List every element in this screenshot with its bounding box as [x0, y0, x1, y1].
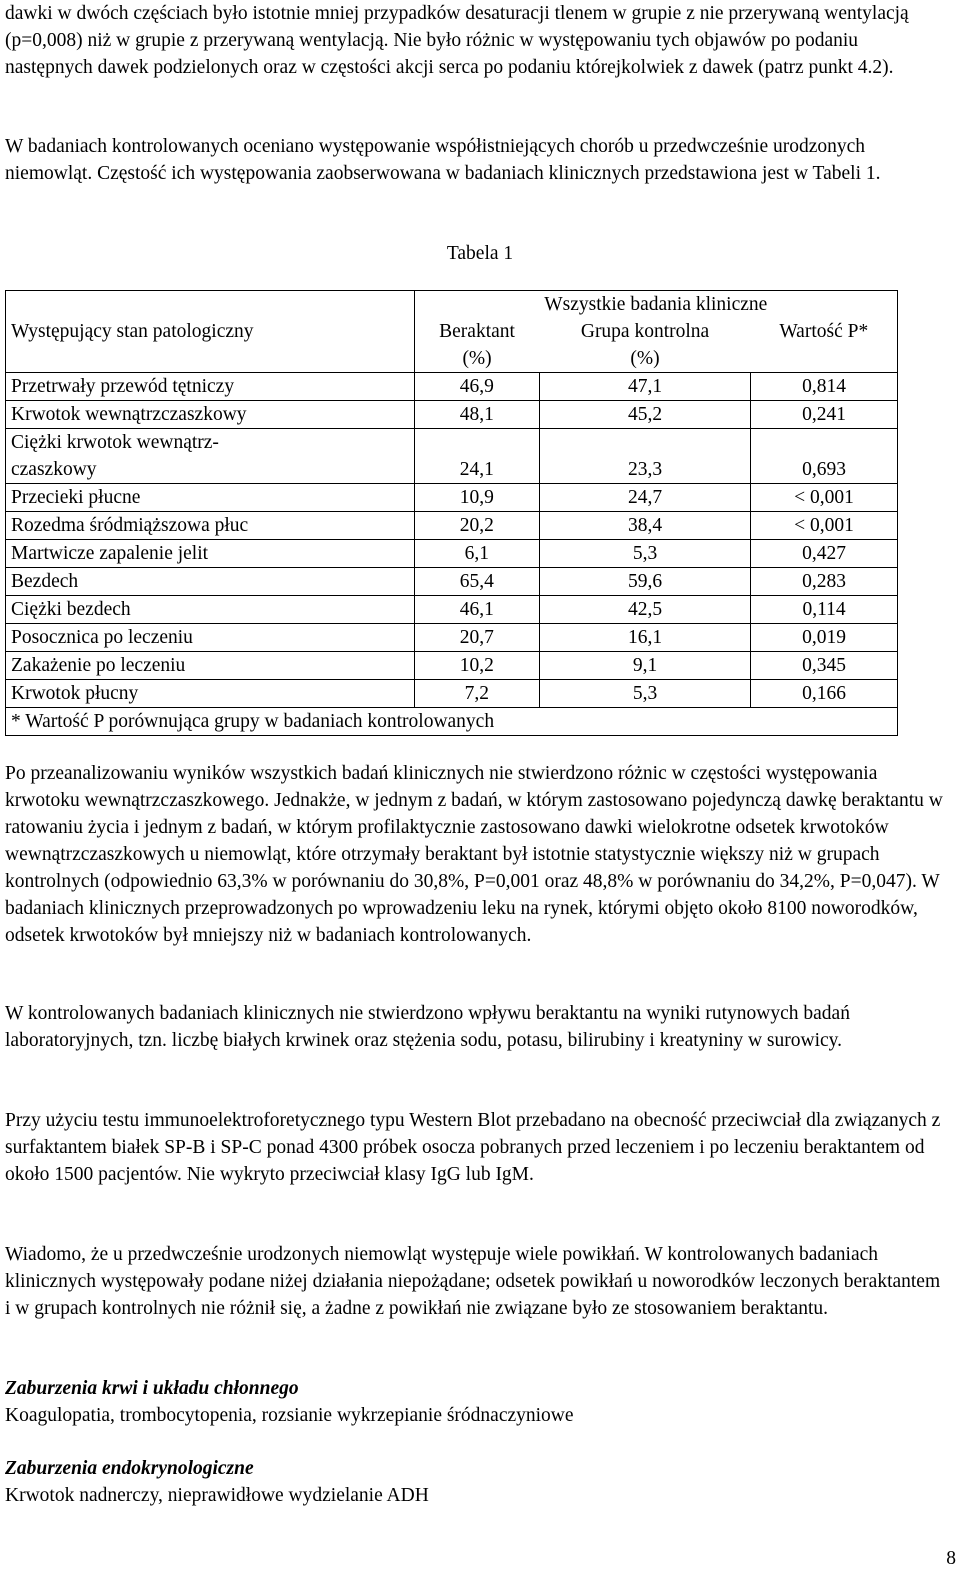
table-footnote: * Wartość P porównująca grupy w badaniach kontrolowanych [6, 708, 898, 736]
table-header-row [6, 318, 898, 345]
value-beraktant: 10,2 [414, 652, 539, 680]
value-beraktant: 20,7 [414, 624, 539, 652]
row-condition: Bezdech [6, 568, 415, 596]
table-row [6, 373, 898, 401]
row-condition: Krwotok wewnątrzczaszkowy [6, 401, 415, 429]
paragraph: dawki w dwóch częściach było istotnie mniej przypadków desaturacji tlenem w grupie z nie przerywaną wentylacją (p=0,008) niż w grupie z przerywaną wentylacją. Nie było różnic w występowaniu tych objawów po podaniu następnych dawek podzielonych oraz w częstości akcji serca po podaniu którejkolwiek z dawek (patrz punkt 4.2). [5, 3, 909, 78]
value-control: 5,3 [540, 540, 751, 568]
paragraph: W kontrolowanych badaniach klinicznych nie stwierdzono wpływu beraktantu na wyniki rutynowych badań laboratoryjnych, tzn. liczbę białych krwinek oraz stężenia sodu, potasu, bilirubiny i kreatyniny w surowicy. [5, 1003, 850, 1051]
data-table [5, 290, 898, 736]
value-beraktant: 20,2 [414, 512, 539, 540]
row-condition-line: Ciężki krwotok wewnątrz- [11, 432, 219, 453]
paragraph: Po przeanalizowaniu wyników wszystkich badań klinicznych nie stwierdzono różnic w częstości występowania krwotoku wewnątrzczaszkowego. Jednakże, w jednym z badań, w którym zastosowano pojedynczą dawkę beraktantu w ratowaniu życia i jednym z badań, w którym profilaktycznie zastosowano dawki wielokrotne odsetek krwotoków wewnątrzczaszkowych u niemowląt, które otrzymały beraktant był istotnie statystycznie większy niż w grupach kontrolnych (odpowiednio 63,3% w porównaniu do 30,8%, P=0,001 oraz 48,8% w porównaniu do 34,2%, P=0,047). W badaniach klinicznych przeprowadzonych po wprowadzeniu leku na rynek, którymi objęto około 8100 noworodków, odsetek krwotoków był mniejszy niż w badaniach kontrolowanych. [5, 763, 943, 946]
row-condition [6, 429, 415, 484]
value-control: 38,4 [540, 512, 751, 540]
section-text: Koagulopatia, trombocytopenia, rozsianie wykrzepianie śródnaczyniowe [5, 1405, 574, 1426]
value-p: 0,019 [751, 624, 898, 652]
paragraph: Wiadomo, że u przedwcześnie urodzonych niemowląt występuje wiele powikłań. W kontrolowanych badaniach klinicznych występowały podane niżej działania niepożądane; odsetek powikłań u noworodków leczonych beraktantem i w grupach kontrolnych nie różnił się, a żadne z powikłań nie związane było ze stosowaniem beraktantu. [5, 1244, 941, 1319]
row-condition-line: czaszkowy [11, 459, 97, 480]
value-control: 23,3 [540, 429, 751, 484]
column-header: Wartość P* [751, 318, 898, 345]
row-condition: Ciężki bezdech [6, 596, 415, 624]
table-header-row [6, 291, 898, 319]
row-condition: Posocznica po leczeniu [6, 624, 415, 652]
column-unit: (%) [540, 345, 751, 373]
column-header: Występujący stan patologiczny [6, 318, 415, 345]
table-row [6, 624, 898, 652]
value-control: 42,5 [540, 596, 751, 624]
table-footnote-row [6, 708, 898, 736]
value-p: 0,427 [751, 540, 898, 568]
section-heading: Zaburzenia krwi i układu chłonnego [5, 1378, 299, 1399]
table-row [6, 680, 898, 708]
table-row [6, 540, 898, 568]
value-p: < 0,001 [751, 484, 898, 512]
row-condition: Krwotok płucny [6, 680, 415, 708]
value-p: 0,693 [751, 429, 898, 484]
paragraph: W badaniach kontrolowanych oceniano występowanie współistniejących chorób u przedwcześnie urodzonych niemowląt. Częstość ich występowania zaobserwowana w badaniach klinicznych przedstawiona jest w Tabeli 1. [5, 136, 881, 184]
value-control: 24,7 [540, 484, 751, 512]
table-row [6, 512, 898, 540]
section-heading: Zaburzenia endokrynologiczne [5, 1458, 254, 1479]
row-condition: Martwicze zapalenie jelit [6, 540, 415, 568]
paragraph: Przy użyciu testu immunoelektroforetycznego typu Western Blot przebadano na obecność przeciwciał dla związanych z surfaktantem białek SP-B i SP-C ponad 4300 próbek osocza pobranych przed leczeniem i po leczeniu beraktantem od około 1500 pacjentów. Nie wykryto przeciwciał klasy IgG lub IgM. [5, 1110, 941, 1185]
row-condition: Przetrwały przewód tętniczy [6, 373, 415, 401]
value-beraktant: 46,1 [414, 596, 539, 624]
value-p: < 0,001 [751, 512, 898, 540]
value-control: 59,6 [540, 568, 751, 596]
value-p: 0,241 [751, 401, 898, 429]
value-control: 5,3 [540, 680, 751, 708]
table-row [6, 401, 898, 429]
value-beraktant: 24,1 [414, 429, 539, 484]
value-beraktant: 65,4 [414, 568, 539, 596]
table-row [6, 429, 898, 484]
row-condition: Zakażenie po leczeniu [6, 652, 415, 680]
table-row [6, 568, 898, 596]
table-title: Tabela 1 [446, 243, 514, 264]
row-condition: Przecieki płucne [6, 484, 415, 512]
group-header: Wszystkie badania kliniczne [414, 291, 897, 319]
table-row [6, 484, 898, 512]
value-beraktant: 48,1 [414, 401, 539, 429]
value-control: 45,2 [540, 401, 751, 429]
value-p: 0,814 [751, 373, 898, 401]
value-beraktant: 46,9 [414, 373, 539, 401]
page-number: 8 [946, 1548, 956, 1569]
value-control: 16,1 [540, 624, 751, 652]
table-row [6, 652, 898, 680]
value-beraktant: 10,9 [414, 484, 539, 512]
section-text: Krwotok nadnerczy, nieprawidłowe wydzielanie ADH [5, 1485, 429, 1506]
column-header: Grupa kontrolna [580, 321, 710, 342]
value-p: 0,114 [751, 596, 898, 624]
value-p: 0,283 [751, 568, 898, 596]
value-control: 9,1 [540, 652, 751, 680]
column-header: Beraktant [414, 318, 539, 345]
row-condition: Rozedma śródmiąższowa płuc [6, 512, 415, 540]
value-control: 47,1 [540, 373, 751, 401]
column-unit: (%) [414, 345, 539, 373]
table-row [6, 596, 898, 624]
value-p: 0,345 [751, 652, 898, 680]
value-beraktant: 7,2 [414, 680, 539, 708]
value-beraktant: 6,1 [414, 540, 539, 568]
value-p: 0,166 [751, 680, 898, 708]
table-header-row [6, 345, 898, 373]
